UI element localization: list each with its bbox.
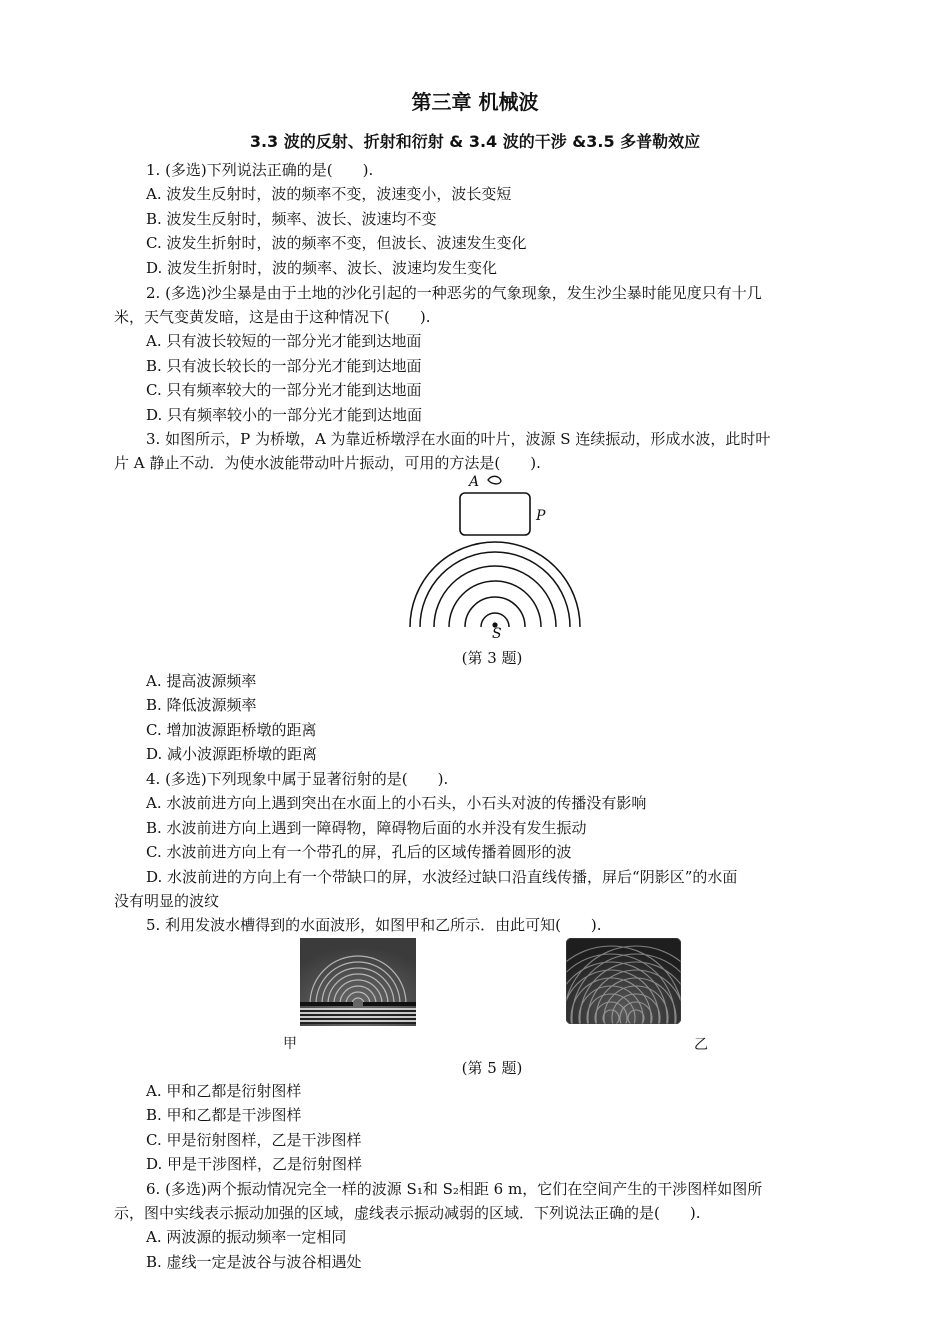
- q4-option-d-line1: D. 水波前进的方向上有一个带缺口的屏，水波经过缺口沿直线传播，屏后“阴影区”的水面: [146, 868, 738, 886]
- q4-stem: 4. (多选)下列现象中属于显著衍射的是( ).: [146, 770, 449, 788]
- section-subtitle: 3.3 波的反射、折射和衍射 & 3.4 波的干涉 &3.5 多普勒效应: [249, 132, 701, 151]
- bridge-pier-wave-figure: [400, 472, 590, 642]
- q6-stem-line1: 6. (多选)两个振动情况完全一样的波源 S₁和 S₂相距 6 m，它们在空间产生的干涉图样如图所: [146, 1180, 763, 1198]
- q1-option-b: B. 波发生反射时，频率、波长、波速均不变: [146, 210, 437, 228]
- q6-stem-line2: 示，图中实线表示振动加强的区域，虚线表示振动减弱的区域．下列说法正确的是( ).: [114, 1204, 701, 1222]
- q5-caption: (第 5 题): [461, 1059, 523, 1077]
- q4-option-d-line2: 没有明显的波纹: [114, 892, 220, 910]
- label-yi: 乙: [694, 1037, 708, 1053]
- q2-stem-line1: 2. (多选)沙尘暴是由于土地的沙化引起的一种恶劣的气象现象，发生沙尘暴时能见度只有十几: [146, 284, 762, 302]
- q4-option-a: A. 水波前进方向上遇到突出在水面上的小石头，小石头对波的传播没有影响: [146, 794, 647, 812]
- label-jia: 甲: [283, 1036, 297, 1052]
- q1-stem: 1. (多选)下列说法正确的是( ).: [146, 161, 374, 179]
- q6-option-a: A. 两波源的振动频率一定相同: [146, 1228, 347, 1246]
- q1-option-d: D. 波发生折射时，波的频率、波长、波速均发生变化: [146, 259, 498, 277]
- q2-option-d: D. 只有频率较小的一部分光才能到达地面: [146, 406, 423, 424]
- q5-option-d: D. 甲是干涉图样，乙是衍射图样: [146, 1155, 363, 1173]
- pier-rect: [460, 493, 530, 535]
- q5-stem: 5. 利用发波水槽得到的水面波形，如图甲和乙所示．由此可知( ).: [146, 916, 602, 934]
- q4-option-c: C. 水波前进方向上有一个带孔的屏，孔后的区域传播着圆形的波: [146, 843, 572, 861]
- q3-option-c: C. 增加波源距桥墩的距离: [146, 721, 317, 739]
- figure-label-a: A: [469, 474, 480, 490]
- q3-option-a: A. 提高波源频率: [146, 672, 257, 690]
- q1-option-a: A. 波发生反射时，波的频率不变，波速变小，波长变短: [146, 185, 512, 203]
- q5-option-b: B. 甲和乙都是干涉图样: [146, 1106, 302, 1124]
- q4-option-b: B. 水波前进方向上遇到一障碍物，障碍物后面的水并没有发生振动: [146, 819, 587, 837]
- diffraction-photo-jia: [300, 938, 416, 1026]
- q3-option-d: D. 减小波源距桥墩的距离: [146, 745, 318, 763]
- wavefront-arcs: [410, 542, 580, 627]
- q3-caption: (第 3 题): [461, 649, 523, 667]
- q5-option-a: A. 甲和乙都是衍射图样: [146, 1082, 302, 1100]
- q2-stem-line2: 米，天气变黄发暗，这是由于这种情况下( ).: [114, 308, 431, 326]
- q6-option-b: B. 虚线一定是波谷与波谷相遇处: [146, 1253, 362, 1271]
- q2-option-b: B. 只有波长较长的一部分光才能到达地面: [146, 357, 422, 375]
- figure-label-s: S: [492, 626, 502, 642]
- q3-stem-line1: 3. 如图所示，P 为桥墩，A 为靠近桥墩浮在水面的叶片，波源 S 连续振动，形成水波，此时叶: [146, 430, 771, 448]
- figure-label-p: P: [536, 508, 546, 524]
- leaf-shape: [488, 476, 501, 484]
- q5-option-c: C. 甲是衍射图样，乙是干涉图样: [146, 1131, 362, 1149]
- q3-stem-line2: 片 A 静止不动．为使水波能带动叶片振动，可用的方法是( ).: [114, 454, 541, 472]
- q1-option-c: C. 波发生折射时，波的频率不变，但波长、波速发生变化: [146, 234, 527, 252]
- chapter-title: 第三章 机械波: [411, 90, 539, 114]
- q3-option-b: B. 降低波源频率: [146, 696, 257, 714]
- q2-option-a: A. 只有波长较短的一部分光才能到达地面: [146, 332, 422, 350]
- interference-photo-yi: [566, 938, 681, 1024]
- q2-option-c: C. 只有频率较大的一部分光才能到达地面: [146, 381, 422, 399]
